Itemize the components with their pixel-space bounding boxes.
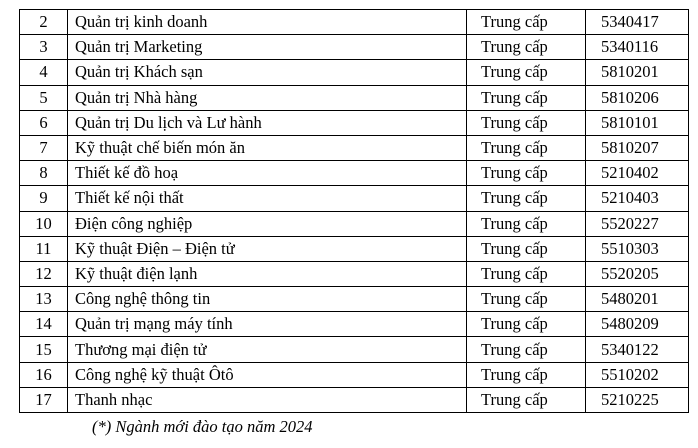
major-name-cell: Quản trị kinh doanh [68,10,467,35]
major-name-cell: Quản trị Marketing [68,35,467,60]
major-code-cell: 5340116 [586,35,689,60]
training-level-cell: Trung cấp [467,261,586,286]
major-name-cell: Kỹ thuật chế biến món ăn [68,135,467,160]
major-code-cell: 5210402 [586,161,689,186]
row-number-cell: 12 [20,261,68,286]
row-number-cell: 2 [20,10,68,35]
table-row [20,337,689,362]
majors-table [19,9,689,413]
training-level-cell: Trung cấp [467,110,586,135]
major-code-cell: 5520205 [586,261,689,286]
major-name-cell: Thanh nhạc [68,387,467,412]
table-row [20,261,689,286]
major-code-cell: 5340417 [586,10,689,35]
major-code-cell: 5810201 [586,60,689,85]
major-code-cell: 5510202 [586,362,689,387]
table-row [20,236,689,261]
training-level-cell: Trung cấp [467,186,586,211]
table-row [20,10,689,35]
training-level-cell: Trung cấp [467,337,586,362]
table-row [20,211,689,236]
row-number-cell: 3 [20,35,68,60]
row-number-cell: 15 [20,337,68,362]
major-code-cell: 5480201 [586,287,689,312]
table-row [20,362,689,387]
major-name-cell: Điện công nghiệp [68,211,467,236]
row-number-cell: 9 [20,186,68,211]
major-name-cell: Thiết kế nội thất [68,186,467,211]
training-level-cell: Trung cấp [467,211,586,236]
training-level-cell: Trung cấp [467,10,586,35]
row-number-cell: 11 [20,236,68,261]
training-level-cell: Trung cấp [467,161,586,186]
row-number-cell: 4 [20,60,68,85]
row-number-cell: 13 [20,287,68,312]
major-code-cell: 5340122 [586,337,689,362]
training-level-cell: Trung cấp [467,85,586,110]
major-code-cell: 5810206 [586,85,689,110]
table-row [20,60,689,85]
row-number-cell: 7 [20,135,68,160]
table-row [20,186,689,211]
table-row [20,110,689,135]
table-row [20,387,689,412]
major-code-cell: 5510303 [586,236,689,261]
row-number-cell: 6 [20,110,68,135]
major-name-cell: Quản trị Du lịch và Lư hành [68,110,467,135]
table-row [20,135,689,160]
major-name-cell: Quản trị Nhà hàng [68,85,467,110]
major-name-cell: Thiết kế đồ hoạ [68,161,467,186]
major-code-cell: 5810101 [586,110,689,135]
major-name-cell: Công nghệ kỹ thuật Ôtô [68,362,467,387]
row-number-cell: 8 [20,161,68,186]
table-row [20,312,689,337]
training-level-cell: Trung cấp [467,35,586,60]
major-name-cell: Quản trị Khách sạn [68,60,467,85]
major-code-cell: 5210225 [586,387,689,412]
row-number-cell: 14 [20,312,68,337]
footnote: (*) Ngành mới đào tạo năm 2024 [92,417,313,436]
row-number-cell: 16 [20,362,68,387]
major-name-cell: Công nghệ thông tin [68,287,467,312]
major-code-cell: 5210403 [586,186,689,211]
major-name-cell: Quản trị mạng máy tính [68,312,467,337]
table-row [20,287,689,312]
major-code-cell: 5480209 [586,312,689,337]
table-row [20,161,689,186]
row-number-cell: 5 [20,85,68,110]
major-name-cell: Kỹ thuật Điện – Điện tử [68,236,467,261]
training-level-cell: Trung cấp [467,312,586,337]
training-level-cell: Trung cấp [467,362,586,387]
major-name-cell: Thương mại điện tử [68,337,467,362]
training-level-cell: Trung cấp [467,236,586,261]
table-row [20,85,689,110]
table-row [20,35,689,60]
major-code-cell: 5520227 [586,211,689,236]
training-level-cell: Trung cấp [467,387,586,412]
row-number-cell: 10 [20,211,68,236]
major-code-cell: 5810207 [586,135,689,160]
training-level-cell: Trung cấp [467,287,586,312]
majors-table-body [20,10,689,413]
training-level-cell: Trung cấp [467,135,586,160]
row-number-cell: 17 [20,387,68,412]
major-name-cell: Kỹ thuật điện lạnh [68,261,467,286]
training-level-cell: Trung cấp [467,60,586,85]
